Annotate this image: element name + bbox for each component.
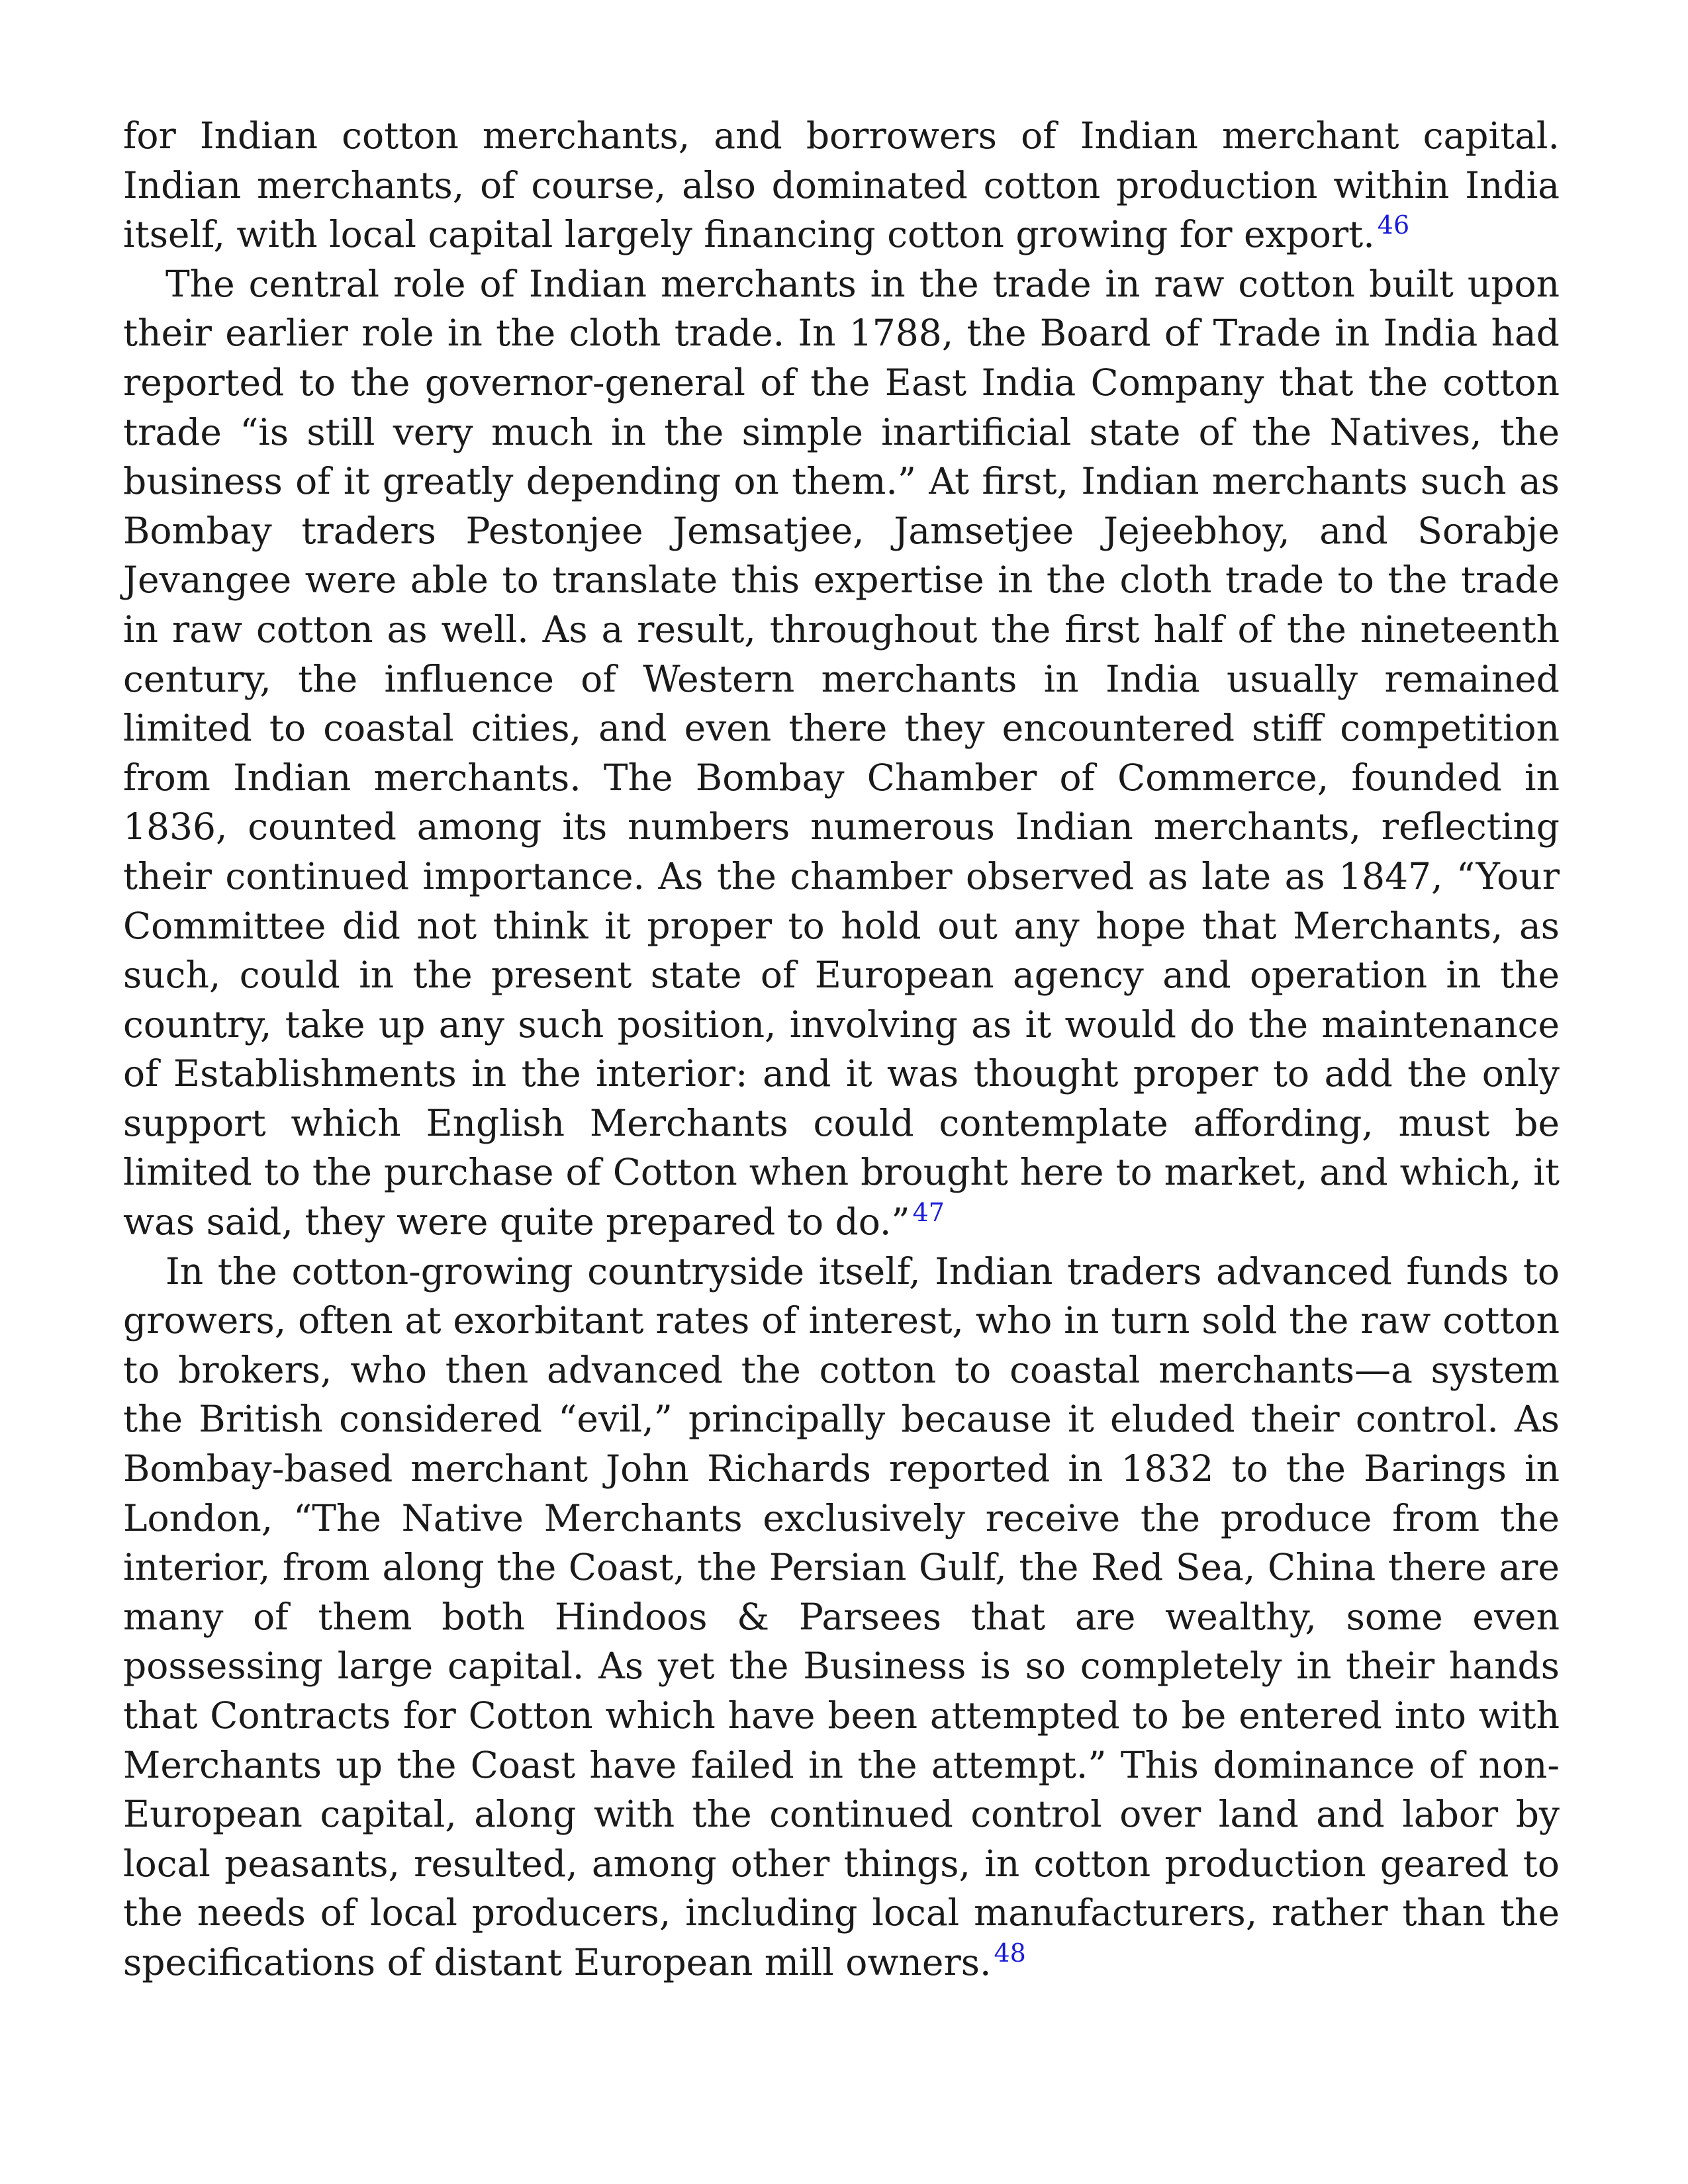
paragraph-3-text: In the cotton-growing countryside itself, Indian traders advanced funds to growers, often at exorbitant rates of interest, who in turn sold the raw cotton to brokers, who then advanced the cotton to coastal merchants—a system the British considered “evil,” principally because it eluded their control. As Bombay-based merchant John Richards reported in 1832 to the Barings in London, “The Native Merchants exclusively receive the produce from the interior, from along the Coast, the Persian Gulf, the Red Sea, China there are many of them both Hindoos & Parsees that are wealthy, some even possessing large capital. As yet the Business is so completely in their hands that Contracts for Cotton which have been attempted to be entered into with Merchants up the Coast have failed in the attempt.” This dominance of non-European capital, along with the continued control over land and labor by local peasants, resulted, among other things, in cotton production geared to the needs of local producers, including local manufacturers, rather than the specifications of distant European mill owners. [123, 1250, 1560, 1983]
paragraph-3 [123, 1247, 1560, 1987]
paragraph-2 [123, 259, 1560, 1247]
footnote-ref-46[interactable]: 46 [1377, 210, 1410, 240]
footnote-ref-47[interactable]: 47 [912, 1198, 945, 1228]
paragraph-2-text: The central role of Indian merchants in the trade in raw cotton built upon their earlier role in the cloth trade. In 1788, the Board of Trade in India had reported to the governor-general of the East India Company that the cotton trade “is still very much in the simple inartificial state of the Natives, the business of it greatly depending on them.” At first, Indian merchants such as Bombay traders Pestonjee Jemsatjee, Jamsetjee Jejeebhoy, and Sorabje Jevangee were able to translate this expertise in the cloth trade to the trade in raw cotton as well. As a result, throughout the first half of the nineteenth century, the influence of Western merchants in India usually remained limited to coastal cities, and even there they encountered stiff competition from Indian merchants. The Bombay Chamber of Commerce, founded in 1836, counted among its numbers numerous Indian merchants, reflecting their continued importance. As the chamber observed as late as 1847, “Your Committee did not think it proper to hold out any hope that Merchants, as such, could in the present state of European agency and operation in the country, take up any such position, involving as it would do the maintenance of Establishments in the interior: and it was thought proper to add the only support which English Merchants could contemplate affording, must be limited to the purchase of Cotton when brought here to market, and which, it was said, they were quite prepared to do.” [123, 262, 1560, 1244]
paragraph-1 [123, 111, 1560, 259]
document-body [123, 111, 1560, 1987]
paragraph-1-text: for Indian cotton merchants, and borrowers of Indian merchant capital. Indian merchants, of course, also dominated cotton production within India itself, with local capital largely financing cotton growing for export. [123, 114, 1560, 256]
footnote-ref-48[interactable]: 48 [994, 1938, 1026, 1968]
